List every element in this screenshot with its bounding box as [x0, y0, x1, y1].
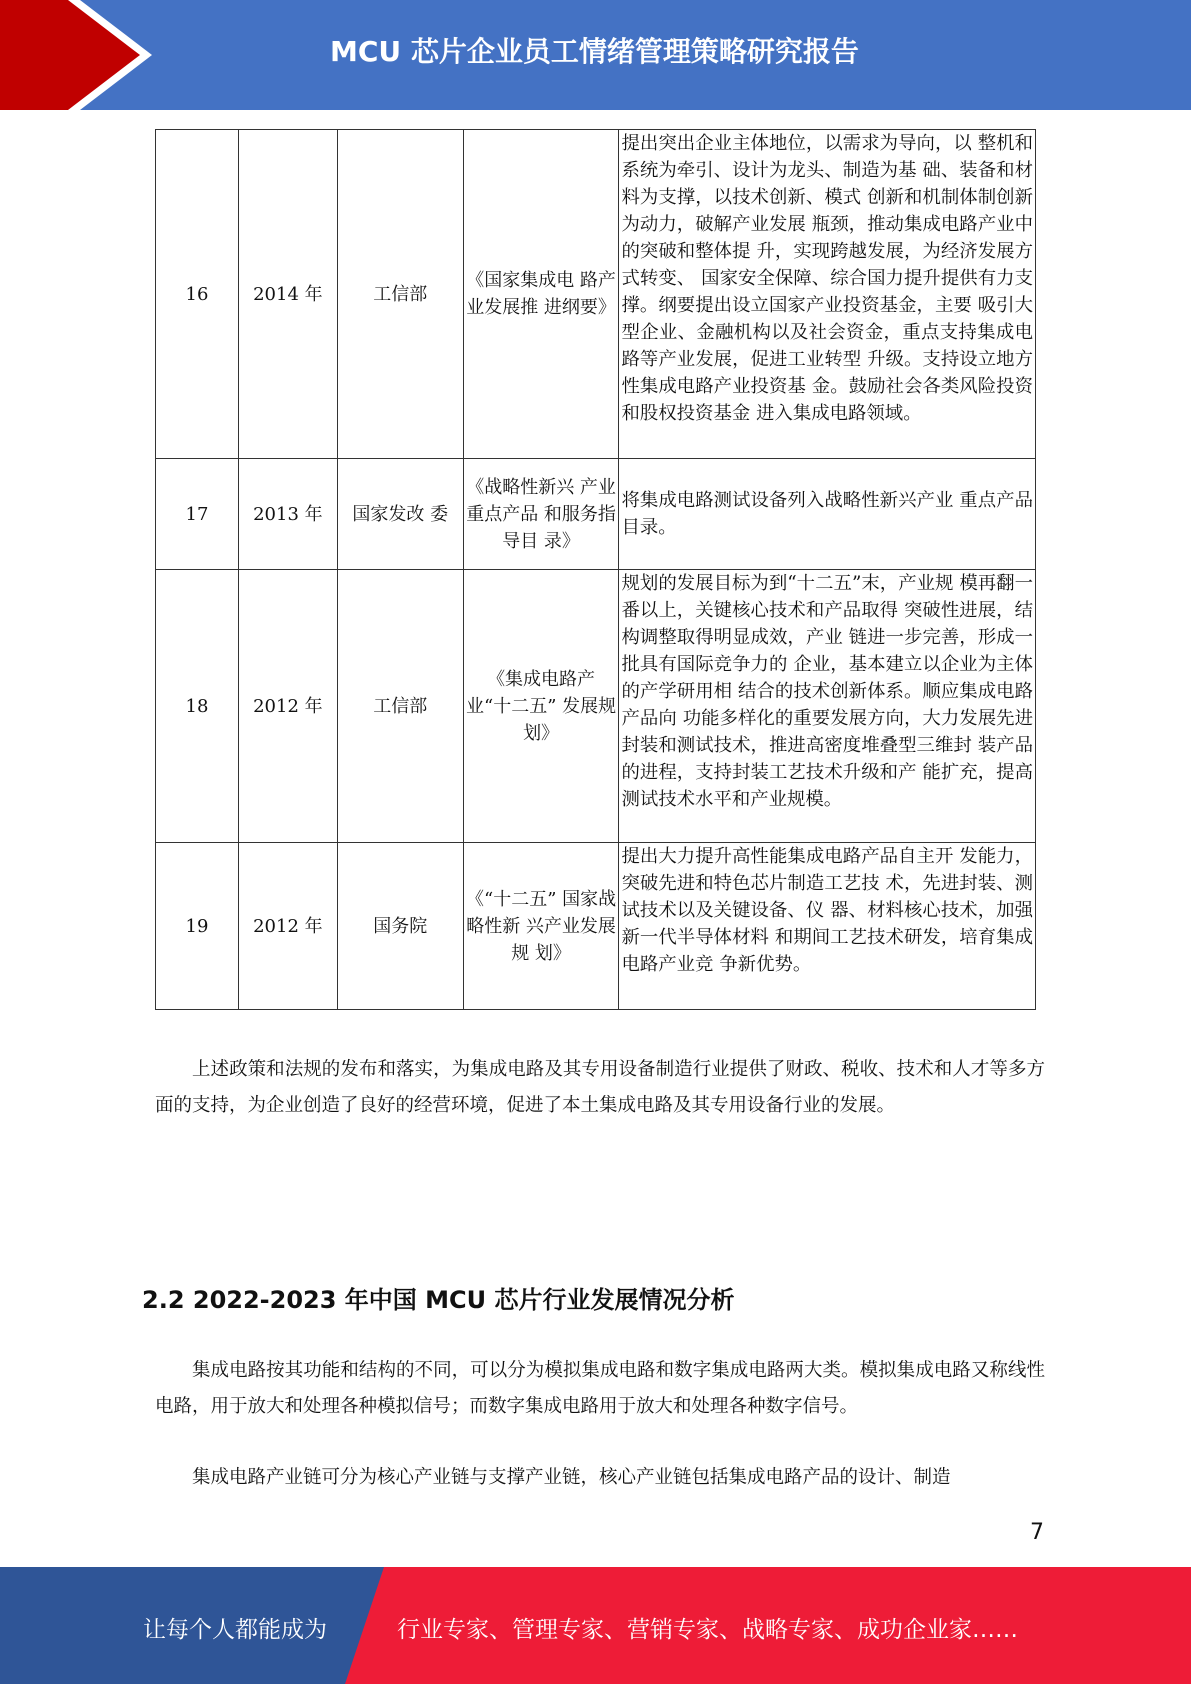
body-paragraph: 集成电路按其功能和结构的不同，可以分为模拟集成电路和数字集成电路两大类。模拟集成电路又称线性电路，用于放大和处理各种模拟信号；而数字集成电路用于放大和处理各种数字信号。 [155, 1360, 1045, 1417]
cell-policy-name: 《国家集成电 路产业发展推 进纲要》 [463, 130, 619, 459]
page-header [0, 0, 1191, 110]
policy-table [155, 129, 1036, 1010]
page-footer [0, 1567, 1191, 1684]
table-row [156, 570, 1036, 843]
cell-no: 18 [156, 570, 239, 843]
footer-slogan-right: 行业专家、管理专家、营销专家、战略专家、成功企业家…… [397, 1617, 1018, 1643]
cell-no: 16 [156, 130, 239, 459]
page-number: 7 [1030, 1520, 1044, 1545]
cell-no: 17 [156, 459, 239, 570]
cell-year: 2014 年 [238, 130, 337, 459]
report-title: MCU 芯片企业员工情绪管理策略研究报告 [330, 35, 859, 68]
cell-policy-name: 《“十二五” 国家战略性新 兴产业发展规 划》 [463, 843, 619, 1010]
cell-description: 将集成电路测试设备列入战略性新兴产业 重点产品目录。 [619, 459, 1036, 570]
cell-description: 规划的发展目标为到“十二五”末，产业规 模再翻一番以上，关键核心技术和产品取得 突破性进展，结构调整取得明显成效，产业 链进一步完善，形成一批具有国际竞争力的 企业，基本建立以企业为主体的产学研用相 结合的技术创新体系。顺应集成电路产品向 功能多样化的重要发展方向，大力发展先进 封装和测试技术，推进高密度堆叠型三维封 装产品的进程，支持封装工艺技术升级和产 能扩充，提高测试技术水平和产业规模。 [619, 570, 1036, 843]
body-paragraph: 集成电路产业链可分为核心产业链与支撑产业链，核心产业链包括集成电路产品的设计、制造 [192, 1467, 951, 1488]
cell-year: 2012 年 [238, 843, 337, 1010]
section-heading: 2.2 2022-2023 年中国 MCU 芯片行业发展情况分析 [142, 1286, 735, 1314]
table-row [156, 843, 1036, 1010]
header-chevron [0, 0, 140, 110]
table-row [156, 459, 1036, 570]
body-paragraph: 上述政策和法规的发布和落实，为集成电路及其专用设备制造行业提供了财政、税收、技术和人才等多方面的支持，为企业创造了良好的经营环境，促进了本土集成电路及其专用设备行业的发展。 [155, 1059, 1045, 1116]
cell-dept: 国家发改 委 [337, 459, 463, 570]
cell-description: 提出突出企业主体地位，以需求为导向，以 整机和系统为牵引、设计为龙头、制造为基 础、装备和材料为支撑，以技术创新、模式 创新和机制体制创新为动力，破解产业发展 瓶颈，推动集成电路产业中的突破和整体提 升，实现跨越发展，为经济发展方式转变、 国家安全保障、综合国力提升提供有力支 撑。纲要提出设立国家产业投资基金，主要 吸引大型企业、金融机构以及社会资金，重点支持集成电路等产业发展，促进工业转型 升级。支持设立地方性集成电路产业投资基 金。鼓励社会各类风险投资和股权投资基金 进入集成电路领域。 [619, 130, 1036, 459]
cell-year: 2013 年 [238, 459, 337, 570]
cell-description: 提出大力提升高性能集成电路产品自主开 发能力，突破先进和特色芯片制造工艺技 术，先进封装、测试技术以及关键设备、仪 器、材料核心技术，加强新一代半导体材料 和期间工艺技术研发，培育集成电路产业竞 争新优势。 [619, 843, 1036, 1010]
cell-dept: 工信部 [337, 570, 463, 843]
table-row [156, 130, 1036, 459]
footer-slogan-left: 让每个人都能成为 [143, 1617, 327, 1643]
cell-dept: 工信部 [337, 130, 463, 459]
cell-policy-name: 《集成电路产业“十二五” 发展规划》 [463, 570, 619, 843]
cell-dept: 国务院 [337, 843, 463, 1010]
cell-policy-name: 《战略性新兴 产业重点产品 和服务指导目 录》 [463, 459, 619, 570]
cell-year: 2012 年 [238, 570, 337, 843]
cell-no: 19 [156, 843, 239, 1010]
